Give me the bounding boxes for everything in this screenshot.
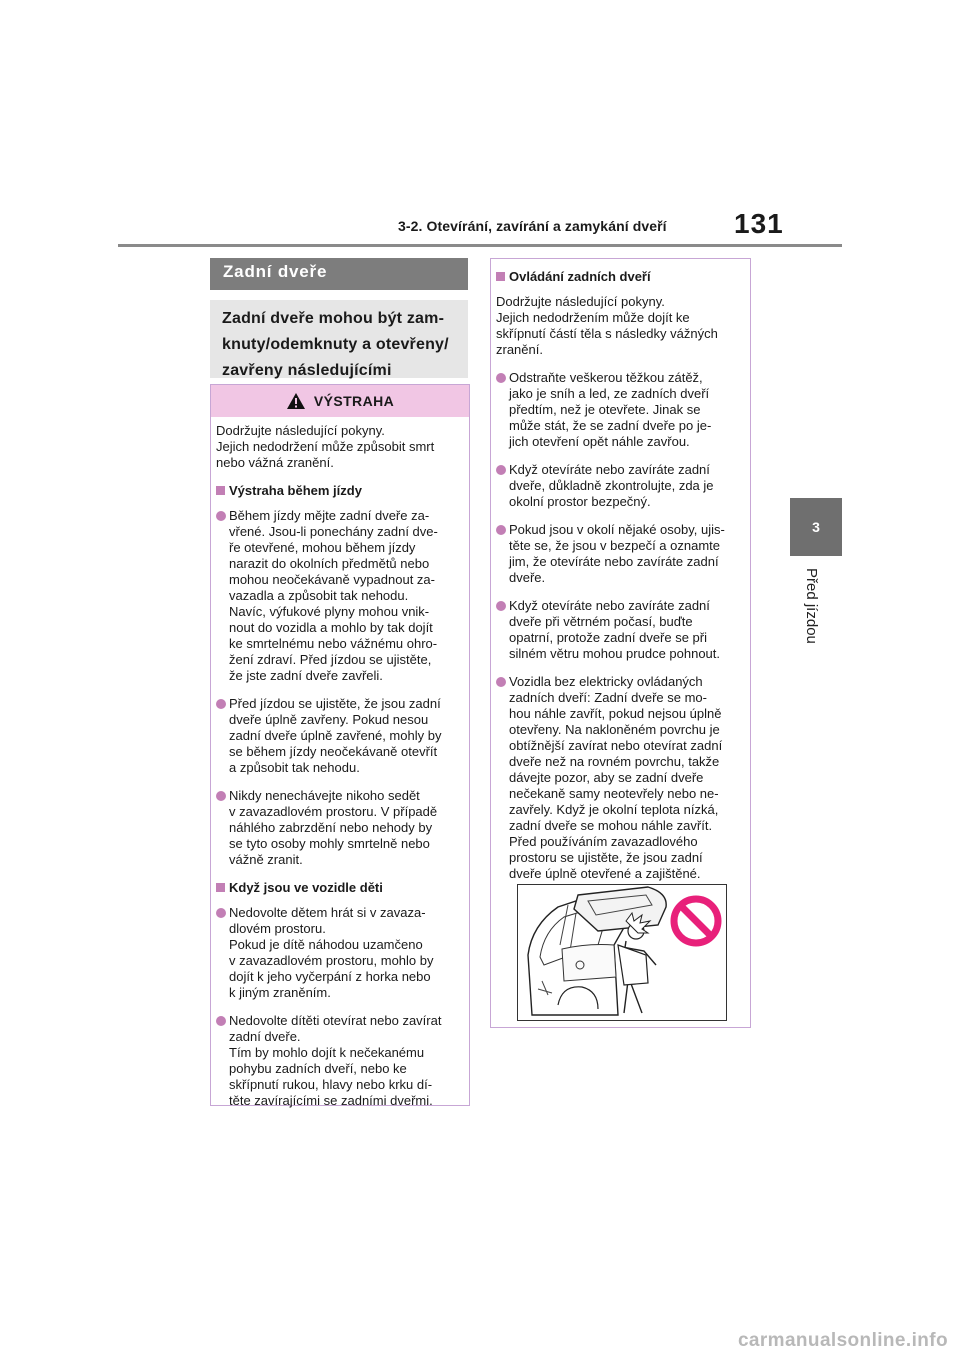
- header-divider: [118, 244, 842, 247]
- warning-subheading: Když jsou ve vozidle děti: [216, 880, 461, 896]
- circle-bullet-icon: [496, 677, 506, 687]
- warning-icon: [286, 392, 306, 410]
- warning-title: VÝSTRAHA: [313, 393, 395, 409]
- square-bullet-icon: [216, 883, 225, 892]
- list-item: Během jízdy mějte zadní dveře za- vřené. Jsou-li ponechány zadní dve- ře otevřené, mohou během jízdy narazit do okolních předmětů nebo mohou neočekávaně vypadnout za- vazadla a způsobit tak nehodu. Navíc, výfukové plyny mohou vnik- nout do vozidla a mohlo by tak dojít ke smrtelnému nebo vážnému ohro- žení zdraví. Před jízdou se ujistěte, že jste zadní dveře zavřeli.: [216, 508, 461, 684]
- warning-intro: Dodržujte následující pokyny. Jejich nedodržení může způsobit smrt nebo vážná zranění.: [216, 423, 435, 470]
- section-summary: [210, 300, 468, 378]
- square-bullet-icon: [496, 272, 505, 281]
- circle-bullet-icon: [216, 699, 226, 709]
- list-item: Pokud jsou v okolí nějaké osoby, ujis- těte se, že jsou v bezpečí a oznamte jim, že otevíráte nebo zavíráte zadní dveře.: [496, 522, 742, 586]
- section-summary-text: Zadní dveře mohou být zam- knuty/odemknuty a otevřeny/ zavřeny následujícími: [222, 310, 449, 379]
- chapter-tab: [790, 498, 842, 556]
- section-title: Zadní dveře: [210, 258, 468, 290]
- operation-intro: Dodržujte následující pokyny. Jejich nedodržením může dojít ke skřípnutí částí těla s následky vážných zranění.: [496, 294, 718, 357]
- chapter-label: Před jízdou: [803, 568, 820, 644]
- list-item: Nedovolte dítěti otevírat nebo zavírat zadní dveře. Tím by mohlo dojít k nečekanému pohybu zadních dveří, nebo ke skřípnutí rukou, hlavy nebo krku dí- těte zavírajícími se zadními dveřmi.: [216, 1013, 461, 1109]
- circle-bullet-icon: [496, 465, 506, 475]
- watermark: carmanualsonline.info: [737, 1330, 948, 1351]
- warning-header: [211, 385, 469, 417]
- circle-bullet-icon: [496, 525, 506, 535]
- list-item: Nedovolte dětem hrát si v zavaza- dlovém prostoru. Pokud je dítě náhodou uzamčeno v zavazadlovém prostoru, mohlo by dojít k jeho vyčerpání z horka nebo k jiným zraněním.: [216, 905, 461, 1001]
- list-item: Když otevíráte nebo zavíráte zadní dveře při větrném počasí, buďte opatrní, protože zadní dveře se při silném větru mohou prudce pohnout.: [496, 598, 742, 662]
- chapter-number: 3: [812, 519, 820, 535]
- car-tailgate-drawing: [518, 885, 726, 1020]
- page-number: 131: [734, 208, 784, 239]
- operation-heading: Ovládání zadních dveří: [496, 269, 742, 285]
- circle-bullet-icon: [496, 373, 506, 383]
- warning-box: [210, 384, 470, 1106]
- square-bullet-icon: [216, 486, 225, 495]
- circle-bullet-icon: [216, 511, 226, 521]
- tailgate-illustration: [517, 884, 727, 1021]
- circle-bullet-icon: [216, 908, 226, 918]
- warning-subheading: Výstraha během jízdy: [216, 483, 461, 499]
- list-item: Vozidla bez elektricky ovládaných zadních dveří: Zadní dveře se mo- hou náhle zavřít, pokud nejsou úplně otevřeny. Na nakloněném povrchu je obtížnější zavírat nebo otevírat zadní dveře než na rovném povrchu, takže dávejte pozor, aby se zadní dveře nečekaně samy neotevřely nebo ne- zavřely. Když je okolní teplota nízká, zadní dveře se mohou náhle zavřít. Před používáním zavazadlového prostoru se ujistěte, že jsou zadní dveře úplně otevřené a zajištěné.: [496, 674, 742, 882]
- list-item: Nikdy nenechávejte nikoho sedět v zavazadlovém prostoru. V případě náhlého zabrzdění nebo nehody by se tyto osoby mohly smrtelně nebo vážně zranit.: [216, 788, 461, 868]
- chapter-section-title: 3-2. Otevírání, zavírání a zamykání dveří: [398, 218, 667, 234]
- list-item: Před jízdou se ujistěte, že jsou zadní dveře úplně zavřeny. Pokud nesou zadní dveře úplně zavřené, mohly by se během jízdy neočekávaně otevřít a způsobit tak nehodu.: [216, 696, 461, 776]
- circle-bullet-icon: [216, 791, 226, 801]
- list-item: Když otevíráte nebo zavíráte zadní dveře, důkladně zkontrolujte, zda je okolní prostor bezpečný.: [496, 462, 742, 510]
- list-item: Odstraňte veškerou těžkou zátěž, jako je sníh a led, ze zadních dveří předtím, než je otevřete. Jinak se může stát, že se zadní dveře po je- jich otevření opět náhle zavřou.: [496, 370, 742, 450]
- circle-bullet-icon: [496, 601, 506, 611]
- circle-bullet-icon: [216, 1016, 226, 1026]
